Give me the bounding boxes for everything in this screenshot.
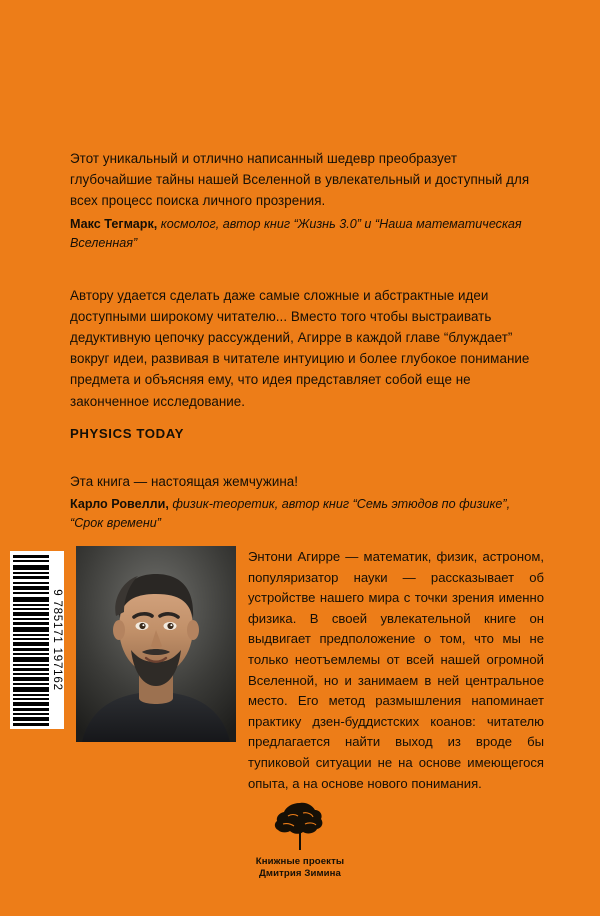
quote-block-physics-today	[70, 285, 540, 441]
quote-author-role: физик-теоретик, автор книг “Семь этюдов по физике”, “Срок времени”	[70, 497, 511, 531]
quote-block-tegmark	[70, 148, 540, 253]
book-description: Энтони Агирре — математик, физик, астроном, популяризатор науки — рассказывает об устройстве нашего мира с точки зрения именно физика. В своей увлекательной книге он выдвигает предположение о том, что мы не только неотъемлемы от всей нашей огромной Вселенной, но и занимаем в ней центральное место. Его метод размышления напоминает практику дзен-буддистских коанов: читателю предлагается найти выход из вроде бы тупиковой ситуации не на основе имеющегося опыта, а на основе нового понимания.	[248, 549, 544, 791]
author-photo	[76, 546, 236, 742]
quote-text: Этот уникальный и отлично написанный шедевр преобразует глубочайшие тайны нашей Вселенной в увлекательный и доступный для всех процесс поиска личного прозрения.	[70, 151, 530, 209]
barcode-bars	[13, 551, 49, 729]
publisher-name-line1: Книжные проекты	[255, 856, 345, 867]
barcode	[10, 551, 64, 729]
quote-author-role: космолог, автор книг “Жизнь 3.0” и “Наша математическая Вселенная”	[70, 216, 522, 250]
quotes-section	[70, 148, 540, 533]
author-portrait-image	[76, 546, 236, 742]
tree-icon	[272, 796, 328, 852]
quote-attribution	[70, 495, 540, 533]
quote-text: Автору удается сделать даже самые сложные и абстрактные идеи доступными широкому читателю... Вместо того чтобы выстраивать дедуктивную цепочку рассуждений, Агирре в каждой главе “блуждает” вокруг идеи, развивая в читателе интуицию и более глубокое понимание предмета и объясняя ему, что идея представляет собой еще не законченное исследование.	[70, 287, 530, 409]
quote-text: Эта книга — настоящая жемчужина!	[70, 473, 299, 489]
quote-author: Макс Тегмарк,	[70, 216, 158, 231]
quote-author: Карло Ровелли,	[70, 497, 169, 512]
quote-source: PHYSICS TODAY	[70, 425, 185, 441]
publisher-name-line2: Дмитрия Зимина	[259, 868, 341, 879]
barcode-number: 9 785171 197162	[50, 589, 63, 691]
quote-block-rovelli	[70, 471, 540, 533]
publisher-block	[0, 796, 600, 880]
quote-attribution	[70, 215, 540, 253]
